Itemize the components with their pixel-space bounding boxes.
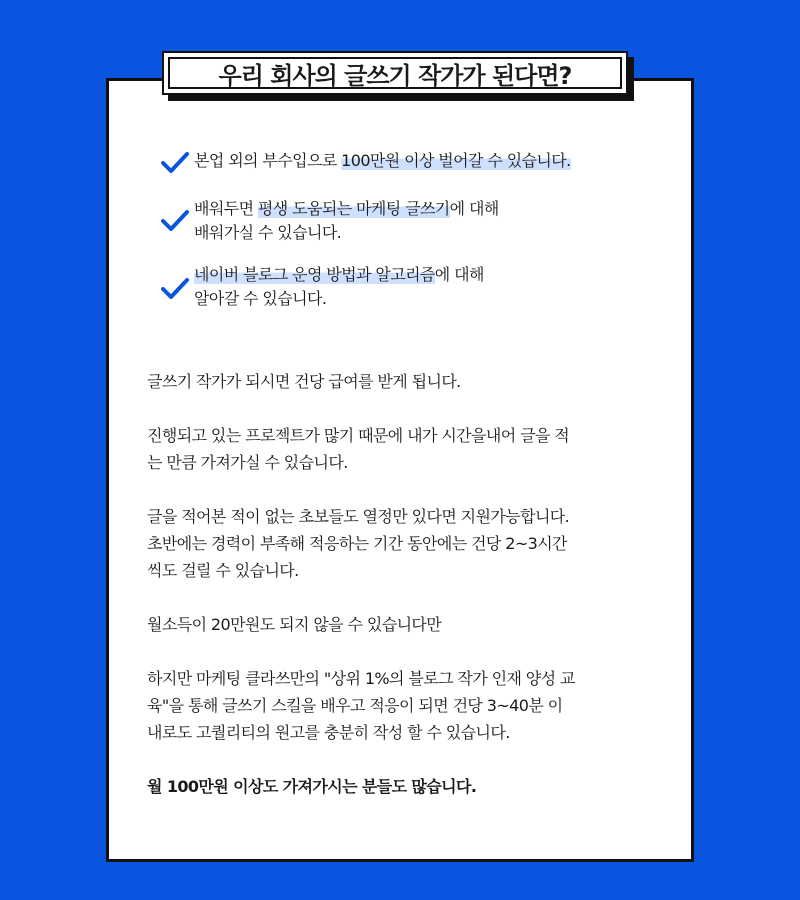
checklist-text-plain: 배워두면	[194, 199, 258, 218]
checklist-text	[194, 197, 499, 245]
paragraph-line: 진행되고 있는 프로젝트가 많기 때문에 내가 시간을내어 글을 적	[147, 426, 570, 445]
checklist-text-plain: 에 대해	[449, 199, 499, 218]
checklist-text-highlight: 평생 도움되는 마케팅 글쓰기	[257, 199, 450, 218]
checkmark-icon	[160, 277, 190, 301]
checklist-text	[194, 149, 571, 173]
checklist-text-line2: 배워가실 수 있습니다.	[194, 223, 342, 242]
checklist-text-plain: 에 대해	[434, 265, 484, 284]
paragraph-line: 는 만큼 가져가실 수 있습니다.	[147, 453, 348, 472]
paragraph-line: 하지만 마케팅 클라쓰만의 "상위 1%의 블로그 작가 인재 양성 교	[147, 669, 575, 688]
description-body	[147, 368, 657, 827]
title-banner	[162, 51, 638, 105]
title-box	[162, 51, 628, 95]
paragraph-line: 글쓰기 작가가 되시면 건당 급여를 받게 됩니다.	[147, 372, 461, 391]
checkmark-icon	[160, 209, 190, 233]
checkmark-icon	[160, 151, 190, 175]
paragraph-line: 글을 적어본 적이 없는 초보들도 열정만 있다면 지원가능합니다.	[147, 507, 570, 526]
paragraph-line: 내로도 고퀄리티의 원고를 충분히 작성 할 수 있습니다.	[147, 723, 510, 742]
paragraph	[147, 611, 657, 638]
checklist-text-line2: 알아갈 수 있습니다.	[194, 289, 327, 308]
paragraph-line: 월 100만원 이상도 가져가시는 분들도 많습니다.	[147, 777, 477, 796]
paragraph-emphasis	[147, 773, 657, 800]
checklist-text-plain: 본업 외의 부수입으로	[194, 151, 342, 170]
paragraph-line: 초반에는 경력이 부족해 적응하는 기간 동안에는 건당 2~3시간	[147, 534, 567, 553]
paragraph	[147, 503, 657, 584]
checklist-text-highlight: 100만원 이상 벌어갈 수 있습니다.	[341, 151, 571, 170]
paragraph-line: 씩도 걸릴 수 있습니다.	[147, 561, 299, 580]
paragraph-line: 월소득이 20만원도 되지 않을 수 있습니다만	[147, 615, 442, 634]
paragraph	[147, 368, 657, 395]
paragraph	[147, 665, 657, 746]
paragraph	[147, 422, 657, 476]
checklist-text	[194, 263, 484, 311]
paragraph-line: 육"을 통해 글쓰기 스킬을 배우고 적응이 되면 건당 3~40분 이	[147, 696, 563, 715]
page-title: 우리 회사의 글쓰기 작가가 된다면?	[168, 57, 622, 89]
checklist-text-highlight: 네이버 블로그 운영 방법과 알고리즘	[194, 265, 435, 284]
